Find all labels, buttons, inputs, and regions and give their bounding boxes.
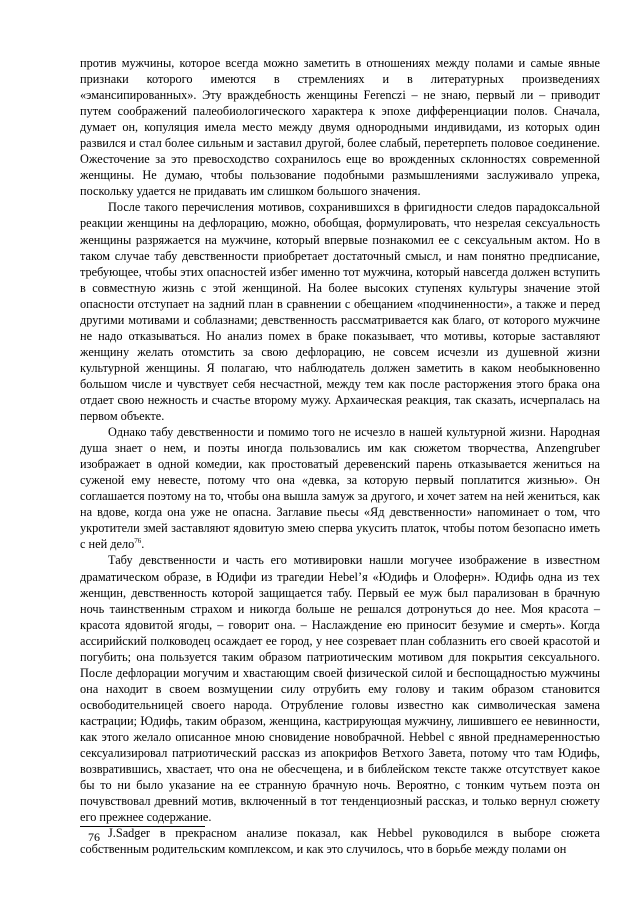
footnote-reference[interactable]: 76 bbox=[134, 537, 142, 546]
page-number: 76 bbox=[88, 830, 100, 844]
paragraph-1: против мужчины, которое всегда можно заметить в отношениях между полами и самые явные признаки которого имеются в стремлениях и в литературных произведениях «эмансипированных». Эту враждебность женщины Ferenczi – не знаю, первый ли – приводит путем соображений палеобиологического характера к эпохе дифференциации полов. Сначала, думает он, копуляция имела место между двумя однородными индивидами, из которых один развился и стал более сильным и заставил другой, более слабый, перетерпеть половое соединение. Ожесточение за это превосходство сохранилось еще во врожденных склонностях современной женщины. Не думаю, чтобы пользование подобными размышлениями заслуживало упрека, поскольку удается не придавать им слишком большого значения. bbox=[80, 56, 600, 199]
paragraph-3-tail: . bbox=[141, 537, 145, 552]
paragraph-2: После такого перечисления мотивов, сохранившихся в фригидности следов парадоксальной реакции женщины на дефлорацию, можно, обобщая, формулировать, что незрелая сексуальность женщины разряжается на мужчине, который впервые познакомил ее с сексуальным актом. Но в таком случае табу девственности приобретает достаточный смысл, и нам понятно предписание, требующее, чтобы этих опасностей избег именно тот мужчина, который навсегда должен вступить в совместную жизнь с этой женщиной. На более высоких ступенях культуры значение этой опасности отступает на задний план в сравнении с обещанием «подчиненности», а также и перед другими мотивами и соблазнами; девственность рассматривается как благо, от которого мужчине не надо отказываться. Но анализ помех в браке показывает, что мотивы, которые заставляют женщину желать отомстить за свою дефлорацию, не совсем исчезли из душевной жизни культурной женщины. Я полагаю, что наблюдатель должен заметить в каком необыкновенно большом числе и чувствует себя несчастной, между тем как после расторжения этого брака она отдает свою нежность и счастье второму мужу. Архаическая реакция, так сказать, исчерпалась на первом объекте. bbox=[80, 200, 600, 424]
document-body bbox=[80, 55, 600, 857]
footnote-divider bbox=[80, 826, 205, 827]
paragraph-5: J.Sadger в прекрасном анализе показал, как Hebbel руководился в выборе сюжета собственным родительским комплексом, и как это случилось, что в борьбе между полами он bbox=[80, 826, 600, 857]
paragraph-4: Табу девственности и часть его мотивировки нашли могучее изображение в известном драматическом образе, в Юдифи из трагедии Hebel’я «Юдифь и Олоферн». Юдифь одна из тех женщин, девственность которой защищается табу. Первый ее муж был парализован в брачную ночь таинственным страхом и никогда больше не решался дотронуться до нее. Моя красота – красота ядовитой ягоды, – говорит она. – Наслаждение ею приносит безумие и смерть». Когда ассирийский полководец осаждает ее город, у нее созревает план соблазнить его своей красотой и погубить; она пользуется таким образом патриотическим мотивом для покрытия сексуального. После дефлорации могучим и хвастающим своей физической силой и беспощадностью мужчины она находит в своем возмущении силу отрубить ему голову и таким образом становится освободительницей своего народа. Отрубление головы известно как символическая замена кастрации; Юдифь, таким образом, женщина, кастрирующая мужчину, лишившего ее невинности, как этого желало описанное мною сновидение новобрачной. Hebbel с явной преднамеренностью сексуализировал патриотический рассказ из апокрифов Ветхого Завета, потому что там Юдифь, возвратившись, хвастает, что она не обесчещена, и в библейском тексте также отсутствует какое бы то ни было указание на ее странную брачную ночь. Вероятно, с тонким чутьем поэта он почувствовал древний мотив, включенный в тот тенденциозный рассказ, и только вернул сюжету его прежнее содержание. bbox=[80, 553, 600, 825]
paragraph-3-text: Однако табу девственности и помимо того не исчезло в нашей культурной жизни. Народная душа знает о нем, и поэты иногда пользовались им как сюжетом творчества, Anzengruber изображает в одной комедии, как простоватый деревенский парень отказывается жениться на суженой ему невесте, потому что она «девка, за которую первый поплатится жизнью». Он соглашается поэтому на то, чтобы она вышла замуж за другого, и хочет затем на ней жениться, как на вдове, когда она уже не опасна. Заглавие пьесы «Яд девственности» напоминает о том, что укротители змей заставляют ядовитую змею сперва укусить платок, чтобы потом безопасно иметь с ней дело bbox=[80, 425, 600, 552]
paragraph-3 bbox=[80, 424, 600, 552]
